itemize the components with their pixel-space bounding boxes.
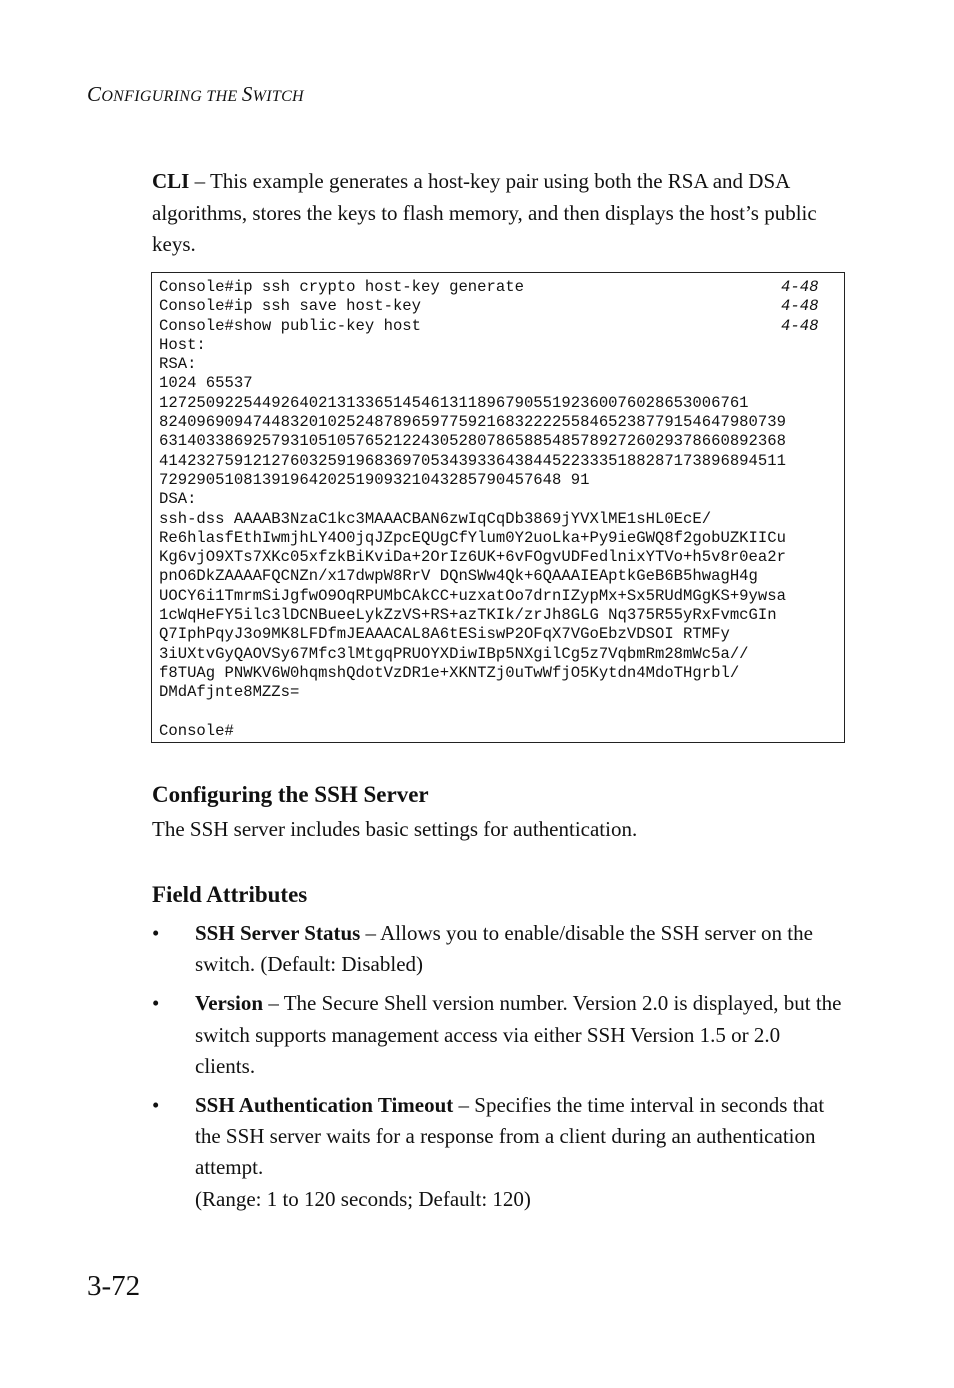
code-text: Console#ip ssh crypto host-key generate — [159, 278, 524, 296]
code-line — [159, 529, 786, 548]
code-text: ssh-dss AAAAB3NzaC1kc3MAAACBAN6zwIqCqDb3869jYVXlME1sHL0EcE/ — [159, 509, 712, 528]
intro-text: – This example generates a host-key pair using both the RSA and DSA algorithms, stores the keys to flash memory, and then displays the host’s public keys. — [152, 169, 817, 256]
code-text: f8TUAg PNWKV6W0hqmshQdotVzDR1e+XKNTZj0uTwWfjO5Kytdn4MdoTHgrbl/ — [159, 663, 740, 682]
code-text: Console#ip ssh save host-key — [159, 297, 422, 316]
header-text: ONFIGURING THE — [101, 88, 242, 105]
code-line — [159, 587, 786, 606]
code-line — [159, 683, 786, 702]
code-line — [159, 278, 819, 297]
code-text: 7292905108139196420251909321043285790457648 91 — [159, 470, 590, 489]
code-line — [159, 548, 786, 567]
intro-paragraph — [152, 166, 842, 261]
page-number: 3-72 — [87, 1270, 141, 1302]
field-attributes-heading: Field Attributes — [152, 882, 308, 907]
list-item — [152, 918, 844, 980]
code-text: Console# — [159, 721, 234, 740]
code-text: 6314033869257931051057652122430528078658854857892726029378660892368 — [159, 432, 786, 451]
field-term: SSH Authentication Timeout — [195, 1093, 454, 1118]
intro-label: CLI — [152, 169, 190, 193]
code-line — [159, 703, 786, 722]
code-line — [159, 606, 786, 625]
code-line — [159, 355, 786, 374]
code-line — [159, 567, 786, 586]
header-text: WITCH — [252, 88, 304, 105]
list-item — [152, 988, 844, 1082]
command-page-reference: 4-48 — [781, 316, 819, 335]
code-text: UOCY6i1TmrmSiJgfwO9OqRPUMbCAkCC+uzxatOo7drnIZypMx+Sx5RUdMGgKS+9ywsa — [159, 586, 786, 605]
field-term: Version — [195, 991, 264, 1016]
code-text: 3iUXtvGyQAOVSy67Mfc3lMtgqPRUOYXDiwIBp5NXgilCg5z7VqbmRm28mWc5a// — [159, 644, 749, 663]
code-text: 1cWqHeFY5ilc3lDCNBueeLykZzVS+RS+azTKIk/zrJh8GLG Nq375R55yRxFvmcGIn — [159, 606, 777, 625]
code-text: RSA: — [159, 355, 197, 374]
header-initial: S — [241, 82, 253, 106]
code-line — [159, 722, 786, 741]
field-description: – The Secure Shell version number. Version 2.0 is displayed, but the switch supports management access via either SSH Version 1.5 or 2.0 clients. — [195, 991, 842, 1078]
code-text: DMdAfjnte8MZZs= — [159, 683, 300, 702]
code-line — [159, 432, 786, 451]
code-text: 4142327591212760325919683697053439336438445223335188287173896894511 — [159, 451, 786, 470]
code-line — [159, 394, 786, 413]
section-heading: Configuring the SSH Server — [152, 782, 429, 807]
code-line — [159, 413, 786, 432]
code-text: Host: — [159, 335, 206, 354]
bullet: • — [152, 1093, 160, 1118]
code-line — [159, 510, 786, 529]
code-line — [159, 645, 786, 664]
bullet: • — [152, 991, 160, 1016]
code-line — [159, 374, 786, 393]
field-description: – Allows you to enable/disable the SSH server on the switch. (Default: Disabled) — [195, 921, 813, 977]
code-text: Console#show public-key host — [159, 316, 422, 335]
code-line — [159, 452, 786, 471]
code-line — [159, 664, 786, 683]
code-line — [159, 336, 786, 355]
code-text: 127250922544926402131336514546131189679055192360076028653006761 — [159, 393, 749, 412]
code-block — [159, 278, 819, 741]
code-line — [159, 490, 786, 509]
code-example — [151, 272, 845, 743]
field-attributes-list — [152, 918, 844, 1223]
bullet: • — [152, 921, 160, 945]
code-text: Q7IphPqyJ3o9MK8LFDfmJEAAACAL8A6tESiswP2OFqX7VGoEbzVDSOI RTMFy — [159, 625, 730, 644]
code-text: Kg6vjO9XTs7XKc05xfzkBiKviDa+2OrIz6UK+6vFOgvUDFedlnixYTVo+h5v8r0ea2r — [159, 548, 786, 567]
code-line — [159, 316, 819, 336]
code-text: DSA: — [159, 490, 197, 509]
code-line — [159, 625, 786, 644]
code-text: Re6hlasfEthIwmjhLY4O0jqJZpcEQUgCfYlum0Y2uoLka+Py9ieGWQ8f2gobUZKIICu — [159, 528, 786, 547]
header-initial: C — [87, 82, 102, 106]
section-paragraph: The SSH server includes basic settings for authentication. — [152, 817, 638, 841]
field-term: SSH Server Status — [195, 921, 361, 945]
code-text: 8240969094744832010252487896597759216832222558465238779154647980739 — [159, 413, 786, 432]
code-text: 1024 65537 — [159, 374, 253, 393]
running-header — [87, 82, 304, 107]
field-description: – Specifies the time interval in seconds that the SSH server waits for a response from a client during an authentication attempt. — [195, 1093, 825, 1180]
code-line — [159, 471, 786, 490]
command-page-reference: 4-48 — [781, 297, 819, 316]
code-text: pnO6DkZAAAAFQCNZn/x17dwpW8RrV DQnSWw4Qk+6QAAAIEAptkGeB6B5hwagH4g — [159, 567, 758, 586]
list-item — [152, 1090, 844, 1215]
field-range: (Range: 1 to 120 seconds; Default: 120) — [195, 1186, 531, 1211]
code-line — [159, 297, 819, 316]
command-page-reference: 4-48 — [781, 278, 819, 296]
